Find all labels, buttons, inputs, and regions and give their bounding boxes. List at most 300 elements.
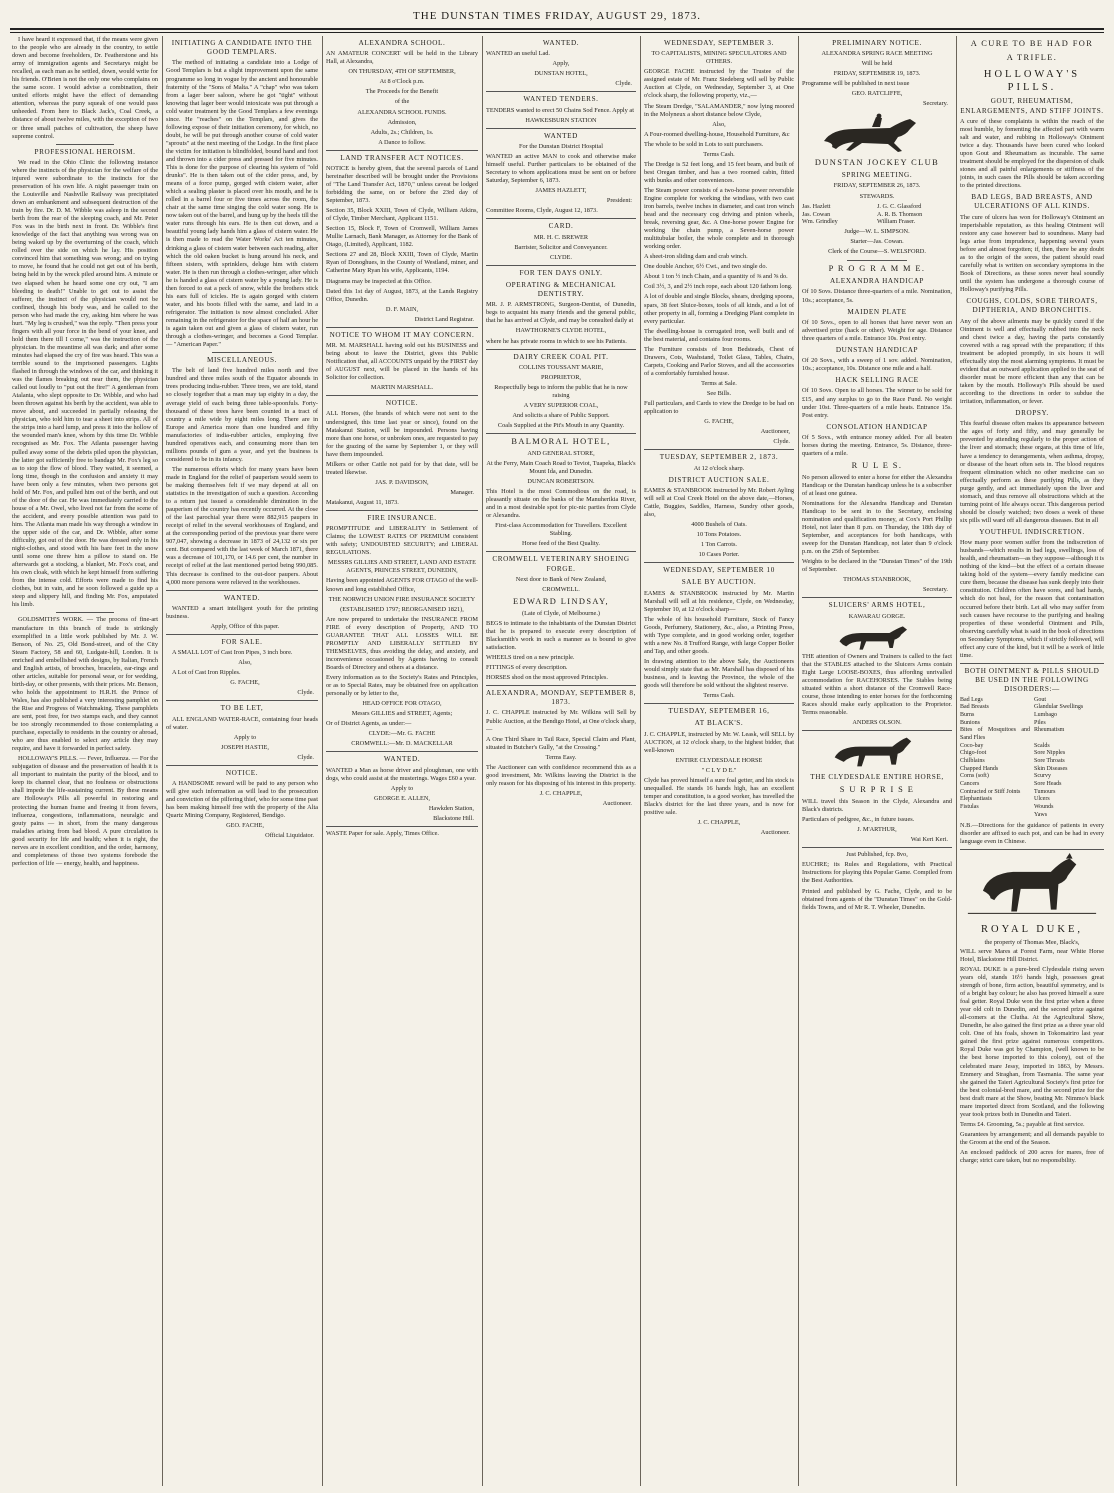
disorder-item: Piles <box>1034 719 1046 726</box>
disorder-item: Wounds <box>1034 803 1054 810</box>
misc-article-2: The numerous efforts which for many years have been made in England for the relief of pauperism would seem to be making themselves felt if we may depend at all on statistics in the investigation of such a question. According to a return just issued a considerable diminution in the pauperism of the country has recently occurred. At the close of the last parochial year there were 882,915 paupers in receipt of relief in the several workhouses of England, and at the corresponding period of the previous year there were 907,047, showing a decrease in 1873 of 24,132 or six per cent. But compared with the last week of March 1871, there was a decrease of 101,170, or 14.6 per cent, the number in receipt of relief at the last mentioned period being 990,085. This decrease is confined to the out-door paupers. About 4,000 more persons were relieved in the workhouses. <box>166 465 318 586</box>
ad-title: DAIRY CREEK COAL PIT. <box>513 352 609 361</box>
ad-title: CROMWELL VETERINARY SHOEING FORGE. <box>492 555 630 573</box>
race-alexandra-handicap <box>802 277 952 304</box>
ad-fund: ALEXANDRA SCHOOL FUNDS. <box>357 108 447 116</box>
divider <box>486 218 636 219</box>
ad-text: The Auctioneer can with confidence recommend this as a good investment, Mr. Wilkins leaving the District is the only reason for his disposing of his interest in this property. <box>486 763 636 787</box>
ad-name: J. C. CHAPPLE, <box>539 789 583 797</box>
column-rule <box>956 36 957 1486</box>
steward: A. R. B. Thomson <box>877 210 923 218</box>
ad-horse-name: S U R P R I S E <box>839 785 915 795</box>
ad-text: ALEXANDRA SPRING RACE MEETING <box>821 50 933 58</box>
column-rule <box>162 36 163 1486</box>
ad-supply: Coals Supplied at the Pit's Mouth in any Quantity. <box>497 422 625 430</box>
ad-text: The whole of his household Furniture, Stock of Fancy Goods, Perfumery, Stationery, &c., also, a Printing Press, with Type complete, and in good working order, together with a new No. 8 Trufford Range, with large Copper Boiler and Tap, and other goods. <box>644 615 794 655</box>
ad-title: LAND TRANSFER ACT NOTICES. <box>340 153 464 162</box>
ad-p6: Coil 3½, 3, and 2½ inch rope, each about 120 fathom long. <box>644 283 793 291</box>
ad-text: Dated this 1st day of August, 1873, at the Lands Registry Office, Dunedin. <box>326 287 478 303</box>
ad-text: where he has private rooms in which to see his Patients. <box>486 337 627 345</box>
ad-marshall-sale <box>644 566 794 700</box>
ad-text: Having been appointed AGENTS FOR OTAGO of the well-known and long established Office, <box>326 577 478 593</box>
ad-cromwell: CROMWELL:—Mr. D. MACKELLAR <box>351 740 453 748</box>
nb-text: N.B.—Directions for the guidance of patients in every disorder are affixed to each pot, and can be had in every language even in Chinese. <box>960 822 1104 846</box>
ad-name: THOMAS STANBROOK, <box>843 576 911 584</box>
rules-title: R U L E S. <box>851 461 903 471</box>
ad-title: WANTED TENDERS. <box>523 95 599 104</box>
royal-duke-text: WILL serve Mares at Forest Farm, near White Horse Hotel, Blackstone Hill District. <box>960 947 1104 963</box>
ad-admission: Admission, <box>387 118 417 126</box>
dropsy-title: DROPSY. <box>1015 409 1049 418</box>
ad-particulars: Particulars of pedigree, &c., in future issues. <box>802 816 915 824</box>
ad-apply: Apply to <box>390 784 414 792</box>
divider <box>644 562 794 563</box>
disorder-item: Lumbago <box>1034 711 1057 718</box>
disorder-item: Elephantiasis <box>960 796 992 803</box>
divider <box>486 551 636 552</box>
masthead: THE DUNSTAN TIMES FRIDAY, AUGUST 29, 1873. <box>413 10 701 22</box>
ad-owner: DUNCAN ROBERTSON. <box>527 478 595 485</box>
ad-name: G. FACHE, <box>704 418 734 426</box>
race-hack-selling <box>802 376 952 419</box>
divider <box>802 847 952 848</box>
ad-text: Every information as to the Society's Rates and Principles, or as to Special Rates, may be obtained free on application personally or by letter to the, <box>326 674 478 698</box>
race-text: Of 10 Sovs. Distance three-quarters of a mile. Nomination, 10s.; acceptance, 5s. <box>802 288 952 304</box>
disorder-item: Contracted or Stiff Joints <box>960 788 1021 795</box>
steward: William Fraser. <box>877 218 916 226</box>
disorder-item: Sore Heads <box>1034 780 1062 787</box>
ad-text: PROMPTITUDE and LIBERALITY in Settlement of Claims; the LOWEST RATES OF PREMIUM consistent with safety; UNDOUBTED SECURITY; and LIBERAL REGULATIONS. <box>326 525 478 557</box>
rules-text: Weights to be declared in the "Dunstan Times" of the 19th of September. <box>802 558 952 574</box>
ad-for-sale <box>166 638 318 697</box>
ad-title: WANTED <box>544 131 578 140</box>
ad-starter: Starter—Jas. Cowan. <box>850 238 904 246</box>
ad-title: SLUICERS' ARMS HOTEL, <box>828 601 926 610</box>
ad-p4: One double Anchor, 6½ Cwt., and two single do. <box>644 263 768 271</box>
ad-text: A Lot of Cast Iron Ripples. <box>172 669 241 677</box>
ad-name: GEO. RATCLIFFE, <box>851 90 903 98</box>
ad-company: THE NORWICH UNION FIRE INSURANCE SOCIETY <box>328 595 476 603</box>
misc-article-1: The belt of land five hundred miles north and five hundred and three miles south of the Equator abounds in trees producing india-rubber. Three trees, we are told, stand so closely together that a man may tap eighty in a day, the average yield of each being three table-spoonfuls. Forty-thousand of these trees have been counted in a tract of country a mile wide by eight miles long. There are in Europe and America more than one hundred and fifty manufactories of india-rubber articles, employing five hundred operatives each, and consuming more than ten millions pounds of gum a year, and yet the business is considered to be in its infancy. <box>166 367 318 463</box>
disorder-item <box>960 812 1030 820</box>
disorder-item: Scalds <box>1034 742 1050 749</box>
ad-title: TUESDAY, SEPTEMBER 2, 1873. <box>659 453 779 462</box>
ad-horse: ENTIRE CLYDESDALE HORSE <box>675 756 763 764</box>
column-4 <box>486 36 636 1486</box>
ad-text: Diagrams may be inspected at this Office. <box>326 277 432 285</box>
ad-terms: Terms Cash. <box>703 150 735 158</box>
disorder-item: Burns <box>960 711 975 718</box>
ad-terms: Terms Easy. <box>545 753 577 761</box>
ad-notice-horses <box>326 399 478 507</box>
clydesdale-horse-illustration <box>802 734 952 770</box>
divider <box>166 765 318 766</box>
ad-at: AT BLACK'S. <box>694 719 744 728</box>
ad-text: Clyde has proved himself a sure foal getter, and his stock is unequalled. He stands 16 hands high, has an excellent temper and constitution, is a good worker, has travelled the Black's district for the last three years, and is now for positive sale. <box>644 776 794 817</box>
ad-place: CLYDE. <box>550 253 572 261</box>
masthead-rule <box>10 28 1104 33</box>
ad-role: Auctioneer. <box>602 799 632 807</box>
ad-title: WANTED. <box>223 593 261 602</box>
divider <box>56 612 114 613</box>
disorder-item: Scurvy <box>1034 773 1051 780</box>
ad-dredge: The Steam Dredge, "SALAMANDER," now lying moored in the Molyneux a short distance below Clyde, <box>644 102 794 118</box>
ad-name: D. F. MAIN, <box>385 305 419 313</box>
race-dunstan-handicap <box>802 346 952 373</box>
disorder-item: Glandular Swellings <box>1034 704 1084 711</box>
ad-name: JOSEPH HASTIE, <box>221 743 269 751</box>
divider <box>166 700 318 701</box>
ad-to-let <box>166 704 318 761</box>
ad-terms: Terms Cash. <box>703 692 735 700</box>
ad-school-concert <box>326 39 478 147</box>
ad-text: BEGS to intimate to the inhabitants of the Dunstan District that he is prepared to execute every description of Blacksmith's work in such a manner as is bound to give satisfaction. <box>486 619 636 651</box>
divider <box>847 260 907 261</box>
ad-text: THE attention of Owners and Trainers is called to the fact that the STABLES attached to the Sluicers Arms contain Eight Large LOOSE-BOXES, thus affording unrivalled accommodation for RACEHORSES. The Stables being situated within a short distance of the Cromwell Race-course, those intending to enter horses for the forthcoming Races should make early application to the Proprietor. Terms reasonable. <box>802 652 952 717</box>
ad-text: J. C. CHAPPLE, instructed by Mr. W. Leask, will SELL by AUCTION, at 12 o'clock sharp, to the highest bidder, that well-known <box>644 730 794 754</box>
ad-fittings: FITTINGS of every description. <box>486 663 568 671</box>
ad-name: MR. H. C. BREWER <box>533 233 589 241</box>
divider <box>486 685 636 686</box>
ad-balmoral <box>486 437 636 548</box>
ad-place: Clyde. <box>615 80 632 88</box>
trifle-title: A TRIFLE. <box>1006 52 1058 62</box>
ad-role: Auctioneer. <box>760 829 790 837</box>
cure-title: A CURE TO BE HAD FOR <box>970 39 1094 48</box>
ad-place: Blackstone Hill. <box>433 814 474 822</box>
ad-role: Auctioneer, <box>760 428 790 436</box>
royal-duke-sub: the property of Thomas Mee, Black's, <box>984 938 1080 946</box>
disorder-item: Chilblains <box>960 757 985 764</box>
ad-title: WANTED. <box>542 39 580 47</box>
ad-title: ALEXANDRA SCHOOL. <box>358 39 446 47</box>
ad-house: A Four-roomed dwelling-house, Household Furniture, &c <box>644 130 790 138</box>
ad-text: WILL travel this Season in the Clyde, Alexandra and Black's districts. <box>802 798 952 814</box>
ad-text: ALL ENGLAND WATER-RACE, containing four heads of water. <box>166 715 318 731</box>
divider <box>486 91 636 92</box>
disorder-item: Gout <box>1034 696 1046 703</box>
ad-p1: The Dredge is 52 feet long, and 15 feet beam, and built of best Oregan timber, and has a two roomed cabin, fitted with bunks and other conveniences. <box>644 160 794 184</box>
disorder-item: Skin Diseases <box>1034 765 1068 772</box>
ad-date: FRIDAY, SEPTEMBER 19, 1873. <box>833 70 921 78</box>
divider <box>326 395 478 396</box>
ad-agents: MESSRS GILLIES AND STREET, LAND AND ESTATE AGENTS, PRINCES STREET, DUNEDIN, <box>328 559 476 575</box>
ad-text: Sections 27 and 28, Block XXIII, Town of Clyde, Martin Ryan of Donoghues, in the County of Westland, miner, and Catherine Mary Ryan his wife, Applicants, 1194. <box>326 251 478 275</box>
ad-text: EUCHRE; its Rules and Regulations, with Practical Instructions for playing this Popular Game. Compiled from the Best Authorities. <box>802 861 952 885</box>
ad-p11: Full particulars, and Cards to view the Dredge to be had on application to <box>644 400 794 416</box>
ad-sub: DISTRICT AUCTION SALE. <box>668 475 770 484</box>
disorder-item: Fistulas <box>960 803 979 810</box>
ad-shod: HORSES shod on the most approved Principles. <box>486 673 608 681</box>
divider <box>802 730 952 731</box>
ad-name: GEO. FACHE, <box>226 822 264 830</box>
ad-place: CROMWELL. <box>542 585 580 593</box>
ad-title: NOTICE TO WHOM IT MAY CONCERN. <box>329 330 475 339</box>
intro-article: I have heard it expressed that, if the means were given to the people who are already in the country, to settle down and become freeholders, Dr. Featherstone and his army of immigration agents and Secretarys might be recalled, as each man as he settled, down, would write for his friends. O'Brien is not the only one who complains on the same score. I would advise a combination, their united efforts might have the effect of demanding attention, whereas the puny squeak of one would pass unheeded. From here to Black Jack's, Coal Creek, a distance of about twelve miles, with the exception of two or three small patches of cultivation, the sheep have supreme control. <box>12 36 158 140</box>
heroism-article: We read in the Ohio Clinic the following instance where the instincts of the physician for the welfare of the injured were subordinate to the instincts for the preservation of his own life. A night passenger train on the Louisville and Nashville Railway was precipitated down an embankment and subsequent destruction of the train by fire. Dr. D. M. Wibble was asleep in the second berth from the rear of the sleeping coach, and Mr. Peter Fox was in the birth next in front. Dr. Wibble's first knowledge of the fact that anything was wrong was on being waked up by the overturning of the coach, which rolled over the side on which he lay. His position convinced him that something was wrong; and on trying to move, he found that he could not get out of his berth, being held in by the wreck piled around him. A minute or two elapsed when he heard some one cry out, "I am bleeding to death!" Unable to get out to assist the sufferer, the instinct of the physician would not be confined, though his body was, and he called to the person who had made the cry, asking him where he was hurt. "My leg is crushed," was the reply. "Then press your fingers with all your force in the bend of your knee, and hold them there till I come," was the instruction of the physician. In the meantime all was dark; and after some minutes had elapsed the cry of fire was heard. This was a terrible sound to the imprisoned passengers. Lights flashed in through the windows of the car, and thinking it was the flames breaking out near them, the physician called out loudly to "put out the fire!" A gentleman from Atalanta, who slept opposite to Dr. Wibble, and who had been thrown against his berth by the accident, was able to move about, and succeeded in partially releasing the physician, who told him to tear a sheet into strips. All of the strips into a hard lump, and press it into the hollow of the wounded man's knee, whom by this time Dr. Wibble recognised as Mr. Fox. The Atlanta passenger having pulled away some of the debris piled upon the physician, the latter got sufficiently free to bandage Mr. Fox's leg so as to stop the flow of blood. They waited, it seemed, a long time, though in the confusion and anxiety it may have been only a few minutes, when two persons got hold of Mr. Fox, and pulled him out of the berth, and out of the door of the car. He was immediately carried to the house of a Mr. Owel, who lived not far from the scene of the accident, and every possible attention was paid to him. The Atlanta man made his way through a window in the upper side of the car, and Dr. Wibble, after some difficulty, got out of the door. He was dressed only in his night-clothes, and stood with his bare feet in the snow until some one threw him a pillow to stand on. He afterwards got a stocking, a blanket, Mr. Fox's coat, and his own cloak, with which he kept himself from suffering from the intense cold. Efforts were made to find his clothes, but in vain, and he soon followed a guide up a steep and slippery hill, and finding Mr. Fox, amputated his limb. <box>12 158 158 609</box>
ad-name: EDWARD LINDSAY, <box>513 596 609 606</box>
ad-role: PROPRIETOR, <box>541 373 581 381</box>
ad-owner: J. M'ARTHUR, <box>857 826 897 834</box>
disorder-item: Bites of Mosquitoes and Sand Flies <box>960 727 1030 741</box>
ad-chapple-sale <box>486 689 636 808</box>
race-text: Of 10 Sovs., open to all horses that have never won an advertised prize (hack or other). Weight for age. Distance three quarters of a mile. Entrance 10s. Post entry. <box>802 318 952 342</box>
ad-p5: About 1 ton ½ inch Chain, and a quantity of ⅜ and ⅝ do. <box>644 273 788 281</box>
race-consolation <box>802 423 952 458</box>
ad-solicits: And solicits a share of Public Support. <box>512 412 610 420</box>
ad-place: Clyde. <box>297 689 314 697</box>
ad-established: (ESTABLISHED 1797; REORGANISED 1821), <box>340 605 464 613</box>
ad-land-transfer <box>326 154 478 324</box>
royal-duke-horse-illustration <box>960 853 1104 919</box>
ad-head: HEAD OFFICE FOR OTAGO, <box>362 700 442 708</box>
ad-sub: SALE BY AUCTION. <box>681 578 757 587</box>
column-5 <box>644 36 794 1486</box>
coughs-title: COUGHS, COLDS, SORE THROATS, DIPTHERIA, AND BRONCHITIS. <box>966 297 1098 315</box>
ad-title: ALEXANDRA, MONDAY, SEPTEMBER 8, 1873. <box>486 689 636 707</box>
race-text: Of 20 Sovs., with a sweep of 1 sov. added. Nomination, 10s.; acceptance, 10s. Distance one mile and a half. <box>802 357 952 373</box>
ad-title: TO BE LET, <box>220 704 264 713</box>
ad-apply: Apply, <box>552 60 570 68</box>
ad-prog: Programme will be published in next issue <box>802 80 910 88</box>
ad-quality: A VERY SUPERIOR COAL, <box>523 401 599 409</box>
ad-also: Also, <box>238 659 252 667</box>
ad-text: WANTED a smart intelligent youth for the printing business. <box>166 604 318 620</box>
ad-text: TENDERS wanted to erect 50 Chains Sod Fence. Apply at <box>486 106 634 114</box>
divider <box>644 703 794 704</box>
ad-apply: Apply to <box>233 733 257 741</box>
ad-waste-paper <box>326 830 478 838</box>
both-title: BOTH OINTMENT & PILLS SHOULD BE USED IN THE FOLLOWING DISORDERS:— <box>964 666 1100 694</box>
templars-title: INITIATING A CANDIDATE INTO THE GOOD TEMPLARS. <box>171 39 313 57</box>
ad-clyde-horse-sale <box>644 707 794 837</box>
ad-place: Wai Keri Keri. <box>910 836 948 844</box>
ad-notice-concern <box>326 331 478 393</box>
ad-just: Just Published, fcp. 8vo, <box>846 851 908 859</box>
ad-text: WANTED an useful Lad. <box>486 50 550 58</box>
ad-role: Barrister, Solicitor and Conveyancer. <box>514 243 608 251</box>
ad-location: At the Ferry, Main Coach Road to Teviot, Tuapeka, Black's Mount Ida, and Dunedin. <box>486 459 636 475</box>
ad-text: GEORGE FACHE instructed by the Trustee of the assigned estate of Mr. Franz Siedeberg will sell by Public Auction at Clyde, on Wednesday, September 3, at One o'clock sharp, the following property, viz.,— <box>644 68 794 100</box>
ad-role: President: <box>606 197 632 205</box>
ad-fire-insurance <box>326 514 478 748</box>
ad-text: Respectfully begs to inform the public that he is now raising <box>494 383 628 399</box>
divider <box>56 144 114 145</box>
column-rule <box>482 36 483 1486</box>
disorder-item: Tumours <box>1034 788 1056 795</box>
divider <box>326 751 478 752</box>
ad-title: BALMORAL HOTEL, <box>511 437 611 447</box>
ad-title: WANTED. <box>383 755 421 764</box>
race-title: HACK SELLING RACE <box>835 376 919 385</box>
ad-proceeds: The Proceeds for the Benefit <box>365 88 439 96</box>
ad-text: A SMALL LOT of Cast Iron Pipes, 3 inch bore. <box>172 649 293 657</box>
royal-duke-terms: Terms £4. Grooming, 5s.; payable at first service. <box>960 1120 1085 1128</box>
ad-place: Hawkden Station, <box>428 804 474 812</box>
steward: Jas. Cowan <box>802 210 831 218</box>
ad-item: 10 Tons Potatoes. <box>696 531 742 538</box>
programme-title: P R O G R A M M E. <box>828 263 926 273</box>
ad-name: COLLINS TOUSSANT MARIE, <box>518 363 604 371</box>
ad-item: 1 Ton Carrots. <box>701 541 737 549</box>
disorder-item: Sore Throats <box>1034 757 1065 764</box>
ad-card <box>486 222 636 261</box>
misc-title: MISCELLANEOUS. <box>206 356 278 365</box>
ad-veterinary <box>486 555 636 682</box>
ad-apply: Apply, Office of this paper. <box>210 622 280 630</box>
ad-text: EAMES & STANBROOK instructed by Mr. Robert Ayling will sell at Coal Creek Hotel on the above date,—Horses, Cattle, Buggies, Saddles, Harness, Sundry other goods, also, <box>644 486 794 518</box>
ad-date: FRIDAY, SEPTEMBER 26, 1873. <box>833 182 921 190</box>
ad-hotel: DUNSTAN HOTEL, <box>534 70 588 78</box>
disorder-item: Sore Nipples <box>1034 750 1066 757</box>
ad-p9: The Furniture consists of Iron Bedsteads, Chest of Drawers, Cots, Washstand, Toilet Glass, Tables, Chairs, Carpets, Cooking and Parlor Stoves, and all the accessories of a comfortably furnished house. <box>644 345 794 377</box>
royal-duke-paddock: An enclosed paddock of 200 acres for mares, free of charge; strict care taken, but no responsibility. <box>960 1149 1104 1165</box>
ad-also: Also, <box>712 120 726 128</box>
divider <box>644 449 794 450</box>
ad-euchre <box>802 851 952 911</box>
ad-messrs: Messrs GILLIES and STREET, Agents; <box>351 710 453 718</box>
ad-name: MARTIN MARSHALL. <box>370 384 434 392</box>
divider <box>326 826 478 827</box>
ad-role: Official Liquidator. <box>265 832 314 840</box>
column-rule <box>640 36 641 1486</box>
ad-sluicers-arms <box>802 601 952 727</box>
ad-printed: Printed and published by G. Fache, Clyde, and to be obtained from agents of the "Dunstan Times" on the Gold-fields Towns, and of Mr R. T. Wheeler, Dunedin. <box>802 887 952 911</box>
disorders-list <box>960 697 1104 820</box>
disorder-item: Bunions <box>960 719 981 726</box>
ad-committee: Committee Rooms, Clyde, August 12, 1873. <box>486 207 598 215</box>
ad-wanted-youth <box>166 594 318 631</box>
gout-text: A cure of these complaints is within the reach of the most humble, by fomenting the affected part with warm salt and water, and rubbing in Holloway's Ointment twice a day. Thousands have been cured who looked upon Gout and Rheumatism as incurable. The same treatment should be employed for the dispersion of chalk stones and all painful enlargements or stiffness of the joints, in such cases the Pills should be taken according to the printed directions. <box>960 117 1104 190</box>
ad-item: 4000 Bushels of Oats. <box>691 520 747 528</box>
divider <box>326 510 478 511</box>
disorder-item: Bad Legs <box>960 696 983 703</box>
ad-role: Manager. <box>450 488 474 496</box>
ad-name: G. FACHE, <box>230 679 260 687</box>
youth-text: How many poor women suffer from the indiscretion of husbands—which results in bad legs, swellings, loss of health, and rheumatism—as they suppose—although it is nothing of the kind—but the effect of a certain disease taking hold of the system—every family medicine can cure them, because the disease has sunk deeply into their constitution. Children often have sores, and bad hands, which do not heal, for the reason that contamination occurred before their birth. Let all who may suffer from such causes have recourse to the purifying and healing properties of these wonderful Ointment and Pills, observing carefully what is said in the book of directions on Secondary Symptoms, which if strictly followed, will effect any cure of the kind, but it will be a work of little time. <box>960 539 1104 659</box>
ad-text: WASTE Paper for sale. Apply, Times Office. <box>326 829 439 837</box>
ad-role: Secretary. <box>923 586 948 594</box>
race-rules <box>802 461 952 594</box>
ad-place: Clyde. <box>297 753 314 761</box>
heroism-title: PROFESSIONAL HEROISM. <box>34 147 136 156</box>
ad-dredge-sale <box>644 39 794 446</box>
ad-text: MR. J. P. ARMSTRONG, Surgeon-Dentist, of Dunedin, begs to acquaint his many friends and the general public, that he has arrived at Clyde, and may be consulted daily at <box>486 301 636 325</box>
ad-prices: Adults, 2s.; Children, 1s. <box>370 128 434 136</box>
ad-text: Or of District Agents, as under:— <box>326 720 412 728</box>
disorder-item: Yaws <box>1034 811 1048 818</box>
ad-held: Will be held <box>861 60 893 68</box>
column-7 <box>960 36 1104 1486</box>
newspaper-columns <box>12 36 1104 1486</box>
race-text: Of 5 Sovs., with entrance money added. For all beaten horses during the meeting. Entrance, 5s. Distance, three-quarters of a mile. <box>802 433 952 457</box>
column-rule <box>798 36 799 1486</box>
ad-date: ON THURSDAY, 4TH OF SEPTEMBER, <box>348 68 456 76</box>
ad-district-sale <box>644 453 794 559</box>
ad-p2: The Steam power consists of a two-horse power reversible Engine complete for working the windlass, with two cast iron barrels, twelve inches in diameter, and cast iron winch head and the necessary cog driving and pinion wheels, break, reversing gear, &c. A One-horse power Engine for working the chain pump, a Seven-horse power multitubular boiler, the whole complete and in thorough working order. <box>644 186 794 251</box>
dropsy-text: This fearful disease often makes its appearance between the ages of forty and fifty, and may generally be prevented by attending regularly to the proper action of the liver and stomach; these organs, at this time of life, have a tendency to derangements, when asthma, dropsy, or disease of the heart often sets in. The blood requires frequent elimination which no other medicine can so effectually perform as these purifying Pills, as they purge gently, and act immediately upon the liver and stomach, and thus remove all obstructions which at the turning point of life always occur. This dangerous period should be closely watched; two doses a week of these six pills will ward off all dangerous diseases. But in all <box>960 420 1104 524</box>
stewards-list <box>802 203 952 227</box>
divider <box>212 352 273 353</box>
ad-title: FIRE INSURANCE. <box>367 513 437 522</box>
rules-text: No person allowed to enter a horse for either the Alexandra Handicap or the Dunstan handicap unless he is a subscriber of at least one guinea. <box>802 473 952 497</box>
rules-text: Nominations for the Alexandra Handicap and Dunstan Handicap to be sent in to the Secretary, enclosing nomination and qualification money, at Cox's Port Phillip Hotel, not later than 8 p.m. on Thursday, the 18th day of September, and acceptances for both handicaps, with sweep for the Dunstan Handicap, not later than 9 o'clock p.m. on the 25th of September. <box>802 499 952 556</box>
column-1 <box>12 36 158 1486</box>
disorder-item: Bad Breasts <box>960 704 989 711</box>
ad-text: WANTED an active MAN to cook and otherwise make himself useful. Further particulars to be obtained of the Secretary to whom applications must be sent on or before Saturday, September 6, 1873. <box>486 152 636 185</box>
ad-p3: A sheet-iron sliding dam and crab winch. <box>644 253 748 261</box>
race-title: MAIDEN PLATE <box>847 307 907 316</box>
ad-name: ANDERS OLSON. <box>852 719 902 727</box>
ad-feed: Horse feed of the Best Quality. <box>522 540 600 548</box>
steward: Jas. Hazlett <box>802 202 831 210</box>
ad-days: FOR TEN DAYS ONLY. <box>519 268 603 277</box>
ad-coal-pit <box>486 353 636 431</box>
ad-clyde: CLYDE:—Mr. G. FACHE <box>368 730 436 738</box>
disorder-item: Ulcers <box>1034 796 1050 803</box>
divider <box>326 327 478 328</box>
ad-text: Section 35, Block XXIII, Town of Clyde, William Atkins, of Clyde, Timber Merchant, Applicant 1151. <box>326 207 478 223</box>
ad-sub: SPRING MEETING. <box>841 171 913 180</box>
ad-title: DUNSTAN JOCKEY CLUB <box>814 157 940 167</box>
ad-p8: The dwelling-house is corrugated iron, well built and of the best material, and contains four rooms. <box>644 327 794 343</box>
divider <box>486 128 636 129</box>
ad-name: JAMES HAZLETT, <box>535 187 587 195</box>
ad-share: A One Third Share in Tail Race, Special Claim and Plant, situated in Butcher's Gully, "at the Crossing." <box>486 735 636 751</box>
ad-sub: For the Dunstan District Hospital <box>519 142 603 150</box>
prelim-notice: PRELIMINARY NOTICE. <box>832 39 922 47</box>
ad-text: ALL Horses, (the brands of which were not sent to the undersigned, this time last year or since), found on the Matakanui Station, will be impounded. Persons having more than one horse, or unbroken ones, are requested to pay for the grazing of the same by September 1, or they will have them impounded. <box>326 410 478 458</box>
ad-notice-reward <box>166 769 318 841</box>
royal-duke-text: ROYAL DUKE is a pure-bred Clydesdale rising seven years old, stands 16½ hands high, possesses great strength of bone, firm action, beautiful symmetry, and is of a bright bay colour; he also has proved himself a sure foal getter. Royal Duke won the first prize when a three year old colt in Dunedin, and the second prize against all-comers at the Clutha. At the Agricultural Show, Dunedin, he also gained the first prize as a three year old colt. One of his foals, shown in Tokomairiro last year gained the first prize against numerous competitors. Royal Duke was got by Champion, (well known to be the best horse imported to this colony), out of the celebrated mare Jessy, imported in 1863, by Messrs. Emmery and Straghan, from Tasmania. The same year she gained the Taieri Agricultural Society's first prize for the best colonial-bred mare, and the second prize for the best draft mare at the Show, beating Mr. Nimmo's black mare imported direct from Scotland, and the following year took prizes both in Dunedin and Taieri. <box>960 965 1104 1118</box>
divider <box>166 590 318 591</box>
ad-title: OPERATING & MECHANICAL DENTISTRY. <box>505 280 617 299</box>
ad-time: At 8 o'Clock p.m. <box>379 78 425 86</box>
race-title: CONSOLATION HANDICAP <box>826 422 928 431</box>
divider <box>486 349 636 350</box>
ad-wanted-lad <box>486 39 636 88</box>
ad-text: NOTICE is hereby given, that the several parcels of Land hereinafter described will be brought under the Provisions of "The Land Transfer Act, 1870," unless caveat be lodged forbidding the same, on or before the 23rd day of September, 1873. <box>326 164 478 205</box>
ad-sub: Next door to Bank of New Zealand, <box>515 575 607 583</box>
divider <box>166 634 318 635</box>
ad-role: District Land Registrar. <box>414 315 474 323</box>
ad-title: NOTICE. <box>385 399 419 408</box>
ad-p10: Terms at Sale. <box>701 379 737 387</box>
ad-jockey-club <box>802 158 952 257</box>
ad-sub: AND GENERAL STORE, <box>527 449 595 457</box>
divider <box>326 150 478 151</box>
steward: Wm. Grindley <box>802 218 838 226</box>
column-3 <box>326 36 478 1486</box>
ad-lots: The whole to be sold in Lots to suit purchasers. <box>644 140 764 148</box>
ad-hotel: HAWTHORNE'S CLYDE HOTEL, <box>515 327 607 335</box>
coughs-text: Any of the above ailments may be quickly cured if the Ointment is well and effectually rubbed into the neck and chest twice a day, having the parts constantly covered with a rag spread with the preparation; if this treatment be adopted promptly, in six hours it will effectually stop the most alarming symptoms. It must be evident that an outward application applied to the seat of disorder must be more efficient than any that can be taken by the mouth. Holloway's Pills should be used according to the directions in order to subdue the irritation, inflammation, or fever. <box>960 317 1104 406</box>
ad-text: Milkers or other Cattle not paid for by that date, will be treated likewise. <box>326 460 478 476</box>
royal-duke-guarantees: Guarantees by arrangement; and all demands payable to the Groom at the end of the Season. <box>960 1130 1104 1146</box>
ad-station: HAWKESBURN STATION <box>525 116 597 124</box>
ad-from: (Late of Clyde, of Melbourne.) <box>522 609 600 617</box>
horse-illustration <box>802 623 952 653</box>
ad-horse-name: " C L Y D E." <box>701 766 737 774</box>
disorder-item: Chigo-foot <box>960 750 987 757</box>
disorder-item: Chapped Hands <box>960 765 999 772</box>
ad-stewards: STEWARDS. <box>859 192 895 200</box>
ad-text: Section 15, Block F, Town of Cromwell, William James Mullie Larnach, Bank Manager, as Attorney for the Bank of Otago, (Limited), Applicant, 1182. <box>326 225 478 249</box>
gout-title: GOUT, RHEUMATISM, ENLARGEMENTS, AND STIFF JOINTS. <box>960 97 1104 115</box>
ad-title: WEDNESDAY, SEPTEMBER 10 <box>663 566 775 575</box>
race-title: DUNSTAN HANDICAP <box>835 345 919 354</box>
disorder-item: Coco-bay <box>960 742 984 749</box>
